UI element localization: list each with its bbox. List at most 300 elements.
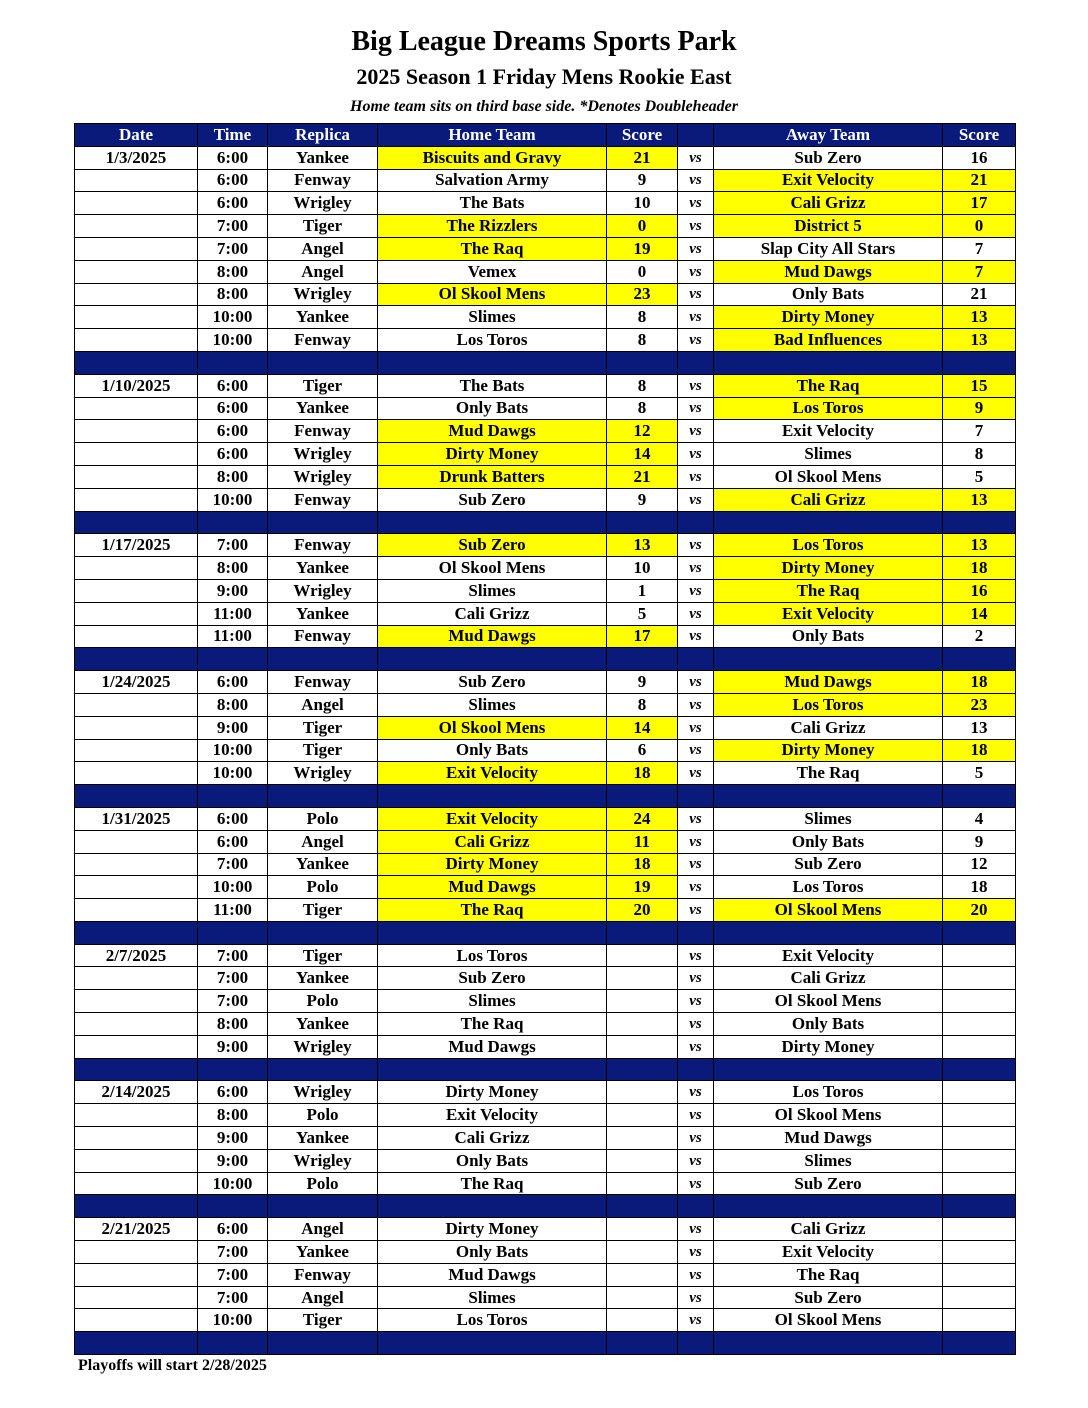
table-row [75,1081,1016,1104]
separator-cell [714,1332,943,1355]
date-cell [75,716,198,739]
time-cell: 7:00 [198,1241,268,1264]
away-score-cell: 13 [943,534,1016,557]
date-cell [75,693,198,716]
separator-cell [678,1058,714,1081]
date-cell [75,329,198,352]
home-score-cell: 19 [607,876,678,899]
replica-cell: Polo [268,1104,378,1127]
away-score-cell [943,1104,1016,1127]
away-team-cell: The Raq [714,579,943,602]
table-row [75,237,1016,260]
date-cell [75,1172,198,1195]
away-score-cell: 16 [943,146,1016,169]
page-title: Big League Dreams Sports Park [351,26,737,57]
date-cell [75,465,198,488]
time-cell: 10:00 [198,762,268,785]
date-cell: 1/24/2025 [75,671,198,694]
home-score-cell [607,1218,678,1241]
home-score-cell [607,1127,678,1150]
away-score-cell: 15 [943,374,1016,397]
home-score-cell [607,1286,678,1309]
time-cell: 10:00 [198,1172,268,1195]
home-score-cell: 0 [607,260,678,283]
date-cell [75,739,198,762]
table-row [75,1104,1016,1127]
replica-cell: Wrigley [268,283,378,306]
separator-cell [198,1058,268,1081]
vs-cell: vs [678,1241,714,1264]
away-score-cell: 9 [943,830,1016,853]
away-score-cell [943,1127,1016,1150]
date-cell [75,579,198,602]
home-team-cell: Dirty Money [378,1081,607,1104]
away-score-cell: 13 [943,329,1016,352]
away-team-cell: Exit Velocity [714,420,943,443]
separator-cell [607,921,678,944]
time-cell: 10:00 [198,739,268,762]
time-cell: 6:00 [198,420,268,443]
separator-cell [607,351,678,374]
separator-cell [198,785,268,808]
home-team-cell: The Raq [378,1172,607,1195]
replica-cell: Yankee [268,397,378,420]
replica-cell: Angel [268,1218,378,1241]
separator-cell [607,785,678,808]
time-cell: 8:00 [198,693,268,716]
time-cell: 8:00 [198,557,268,580]
table-row [75,944,1016,967]
time-cell: 11:00 [198,625,268,648]
table-row [75,579,1016,602]
week-separator-row [75,1195,1016,1218]
date-cell [75,169,198,192]
date-cell [75,1035,198,1058]
vs-cell: vs [678,899,714,922]
vs-cell: vs [678,1309,714,1332]
vs-cell: vs [678,876,714,899]
home-team-cell: Dirty Money [378,1218,607,1241]
date-cell [75,602,198,625]
home-team-cell: Exit Velocity [378,807,607,830]
time-cell: 6:00 [198,192,268,215]
separator-cell [378,921,607,944]
away-team-cell: Ol Skool Mens [714,899,943,922]
separator-cell [678,1332,714,1355]
col-header-date: Date [75,124,198,147]
home-score-cell: 14 [607,716,678,739]
home-score-cell: 23 [607,283,678,306]
home-score-cell: 1 [607,579,678,602]
vs-cell: vs [678,1172,714,1195]
away-team-cell: Bad Influences [714,329,943,352]
separator-cell [268,1058,378,1081]
time-cell: 7:00 [198,990,268,1013]
separator-cell [714,1195,943,1218]
away-score-cell: 4 [943,807,1016,830]
table-row [75,488,1016,511]
vs-cell: vs [678,625,714,648]
separator-cell [198,1332,268,1355]
time-cell: 11:00 [198,602,268,625]
replica-cell: Fenway [268,420,378,443]
replica-cell: Tiger [268,899,378,922]
away-score-cell [943,1081,1016,1104]
vs-cell: vs [678,1081,714,1104]
away-team-cell: Exit Velocity [714,1241,943,1264]
table-row [75,1241,1016,1264]
separator-cell [678,1195,714,1218]
time-cell: 6:00 [198,830,268,853]
vs-cell: vs [678,1149,714,1172]
date-cell [75,443,198,466]
replica-cell: Fenway [268,329,378,352]
col-header-away-team: Away Team [714,124,943,147]
replica-cell: Yankee [268,1013,378,1036]
vs-cell: vs [678,488,714,511]
time-cell: 9:00 [198,1035,268,1058]
away-score-cell: 8 [943,443,1016,466]
date-cell [75,1013,198,1036]
replica-cell: Wrigley [268,1149,378,1172]
away-score-cell: 5 [943,465,1016,488]
separator-cell [714,351,943,374]
time-cell: 6:00 [198,374,268,397]
away-score-cell: 5 [943,762,1016,785]
vs-cell: vs [678,557,714,580]
home-score-cell [607,1149,678,1172]
week-separator-row [75,648,1016,671]
time-cell: 8:00 [198,283,268,306]
separator-cell [607,511,678,534]
replica-cell: Yankee [268,602,378,625]
separator-cell [198,648,268,671]
separator-cell [943,785,1016,808]
date-cell [75,990,198,1013]
time-cell: 6:00 [198,807,268,830]
away-score-cell [943,1149,1016,1172]
date-cell [75,306,198,329]
table-row [75,967,1016,990]
table-row [75,557,1016,580]
away-team-cell: Ol Skool Mens [714,1104,943,1127]
separator-cell [943,1332,1016,1355]
time-cell: 6:00 [198,671,268,694]
home-score-cell [607,967,678,990]
vs-cell: vs [678,807,714,830]
col-header-replica: Replica [268,124,378,147]
away-score-cell: 7 [943,420,1016,443]
separator-cell [268,351,378,374]
date-cell [75,625,198,648]
date-cell: 1/10/2025 [75,374,198,397]
time-cell: 7:00 [198,215,268,238]
table-row [75,693,1016,716]
home-team-cell: Exit Velocity [378,1104,607,1127]
away-team-cell: Sub Zero [714,146,943,169]
replica-cell: Polo [268,1172,378,1195]
away-team-cell: Los Toros [714,534,943,557]
away-score-cell: 9 [943,397,1016,420]
separator-cell [378,1332,607,1355]
table-row [75,1309,1016,1332]
replica-cell: Wrigley [268,192,378,215]
separator-cell [714,648,943,671]
replica-cell: Yankee [268,306,378,329]
table-row [75,876,1016,899]
home-team-cell: The Bats [378,192,607,215]
time-cell: 7:00 [198,534,268,557]
table-row [75,830,1016,853]
table-row [75,1263,1016,1286]
away-team-cell: Cali Grizz [714,967,943,990]
replica-cell: Wrigley [268,465,378,488]
home-team-cell: Dirty Money [378,443,607,466]
time-cell: 7:00 [198,1286,268,1309]
week-separator-row [75,351,1016,374]
table-row [75,374,1016,397]
away-team-cell: Only Bats [714,830,943,853]
date-cell [75,1104,198,1127]
time-cell: 10:00 [198,1309,268,1332]
table-row [75,169,1016,192]
away-score-cell: 20 [943,899,1016,922]
home-team-cell: Biscuits and Gravy [378,146,607,169]
away-score-cell [943,990,1016,1013]
time-cell: 7:00 [198,944,268,967]
away-score-cell: 13 [943,306,1016,329]
date-cell: 1/31/2025 [75,807,198,830]
home-score-cell: 10 [607,192,678,215]
vs-cell: vs [678,579,714,602]
separator-cell [75,351,198,374]
vs-cell: vs [678,1286,714,1309]
home-team-cell: Ol Skool Mens [378,283,607,306]
home-team-cell: Sub Zero [378,967,607,990]
away-team-cell: Sub Zero [714,1172,943,1195]
home-score-cell [607,1104,678,1127]
home-team-cell: Cali Grizz [378,602,607,625]
vs-cell: vs [678,853,714,876]
vs-cell: vs [678,283,714,306]
date-cell: 1/17/2025 [75,534,198,557]
home-score-cell: 19 [607,237,678,260]
away-score-cell: 7 [943,260,1016,283]
table-row [75,807,1016,830]
away-score-cell [943,1013,1016,1036]
time-cell: 7:00 [198,967,268,990]
separator-cell [268,921,378,944]
home-score-cell: 20 [607,899,678,922]
away-team-cell: Los Toros [714,397,943,420]
separator-cell [75,921,198,944]
home-score-cell [607,1309,678,1332]
home-team-cell: Slimes [378,990,607,1013]
home-score-cell [607,1013,678,1036]
date-cell: 1/3/2025 [75,146,198,169]
home-team-cell: Slimes [378,1286,607,1309]
home-team-cell: Cali Grizz [378,830,607,853]
away-team-cell: Dirty Money [714,306,943,329]
separator-cell [378,1195,607,1218]
time-cell: 6:00 [198,397,268,420]
away-score-cell [943,1218,1016,1241]
replica-cell: Angel [268,1286,378,1309]
vs-cell: vs [678,1127,714,1150]
separator-cell [678,351,714,374]
away-team-cell: Dirty Money [714,1035,943,1058]
away-score-cell [943,1241,1016,1264]
vs-cell: vs [678,716,714,739]
date-cell [75,192,198,215]
vs-cell: vs [678,237,714,260]
separator-cell [943,921,1016,944]
time-cell: 8:00 [198,1013,268,1036]
table-row [75,283,1016,306]
home-score-cell: 8 [607,374,678,397]
separator-cell [75,1195,198,1218]
separator-cell [75,1058,198,1081]
home-team-cell: Ol Skool Mens [378,716,607,739]
away-team-cell: The Raq [714,762,943,785]
replica-cell: Yankee [268,1127,378,1150]
separator-cell [943,1195,1016,1218]
table-row [75,739,1016,762]
vs-cell: vs [678,534,714,557]
time-cell: 10:00 [198,876,268,899]
home-team-cell: Mud Dawgs [378,1263,607,1286]
table-row [75,443,1016,466]
away-team-cell: Slimes [714,807,943,830]
home-team-cell: Los Toros [378,1309,607,1332]
vs-cell: vs [678,374,714,397]
table-row [75,192,1016,215]
replica-cell: Yankee [268,146,378,169]
table-row [75,1127,1016,1150]
time-cell: 10:00 [198,488,268,511]
separator-cell [714,785,943,808]
home-score-cell: 9 [607,671,678,694]
home-team-cell: Only Bats [378,739,607,762]
date-cell [75,215,198,238]
vs-cell: vs [678,260,714,283]
table-row [75,762,1016,785]
separator-cell [198,511,268,534]
home-score-cell: 5 [607,602,678,625]
separator-cell [268,1195,378,1218]
table-row [75,853,1016,876]
date-cell [75,853,198,876]
separator-cell [714,511,943,534]
away-score-cell: 21 [943,169,1016,192]
away-score-cell: 16 [943,579,1016,602]
time-cell: 6:00 [198,1081,268,1104]
home-score-cell: 18 [607,762,678,785]
time-cell: 10:00 [198,306,268,329]
away-score-cell: 23 [943,693,1016,716]
vs-cell: vs [678,306,714,329]
date-cell [75,397,198,420]
home-team-cell: Mud Dawgs [378,420,607,443]
time-cell: 7:00 [198,237,268,260]
away-score-cell: 21 [943,283,1016,306]
home-team-cell: Slimes [378,306,607,329]
home-score-cell: 21 [607,465,678,488]
week-separator-row [75,921,1016,944]
home-team-cell: Only Bats [378,1149,607,1172]
away-team-cell: Only Bats [714,283,943,306]
home-score-cell [607,1172,678,1195]
replica-cell: Yankee [268,967,378,990]
vs-cell: vs [678,1218,714,1241]
replica-cell: Yankee [268,853,378,876]
separator-cell [75,785,198,808]
separator-cell [75,1332,198,1355]
date-cell [75,260,198,283]
time-cell: 6:00 [198,1218,268,1241]
date-cell [75,1241,198,1264]
separator-cell [943,648,1016,671]
vs-cell: vs [678,192,714,215]
vs-cell: vs [678,967,714,990]
table-row [75,1218,1016,1241]
away-team-cell: Sub Zero [714,1286,943,1309]
home-score-cell: 9 [607,488,678,511]
separator-cell [198,1195,268,1218]
time-cell: 6:00 [198,169,268,192]
home-score-cell [607,990,678,1013]
vs-cell: vs [678,420,714,443]
date-cell [75,876,198,899]
home-score-cell: 21 [607,146,678,169]
replica-cell: Fenway [268,534,378,557]
home-score-cell [607,1241,678,1264]
date-cell: 2/7/2025 [75,944,198,967]
home-score-cell: 18 [607,853,678,876]
home-team-cell: Mud Dawgs [378,1035,607,1058]
away-team-cell: Slimes [714,1149,943,1172]
replica-cell: Fenway [268,1263,378,1286]
home-team-cell: The Rizzlers [378,215,607,238]
col-header-time: Time [198,124,268,147]
date-cell [75,1127,198,1150]
home-score-cell: 17 [607,625,678,648]
home-score-cell: 8 [607,397,678,420]
table-row [75,215,1016,238]
away-team-cell: Los Toros [714,1081,943,1104]
vs-cell: vs [678,762,714,785]
home-score-cell [607,944,678,967]
away-score-cell: 2 [943,625,1016,648]
date-cell [75,237,198,260]
away-team-cell: Exit Velocity [714,602,943,625]
table-row [75,306,1016,329]
separator-cell [378,511,607,534]
home-team-cell: Slimes [378,693,607,716]
home-team-cell: Sub Zero [378,488,607,511]
vs-cell: vs [678,944,714,967]
vs-cell: vs [678,329,714,352]
date-cell [75,830,198,853]
home-team-cell: Mud Dawgs [378,625,607,648]
separator-cell [943,511,1016,534]
home-team-cell: Sub Zero [378,534,607,557]
table-row [75,420,1016,443]
away-team-cell: Cali Grizz [714,716,943,739]
home-team-cell: Only Bats [378,397,607,420]
away-score-cell [943,1263,1016,1286]
date-cell [75,1149,198,1172]
